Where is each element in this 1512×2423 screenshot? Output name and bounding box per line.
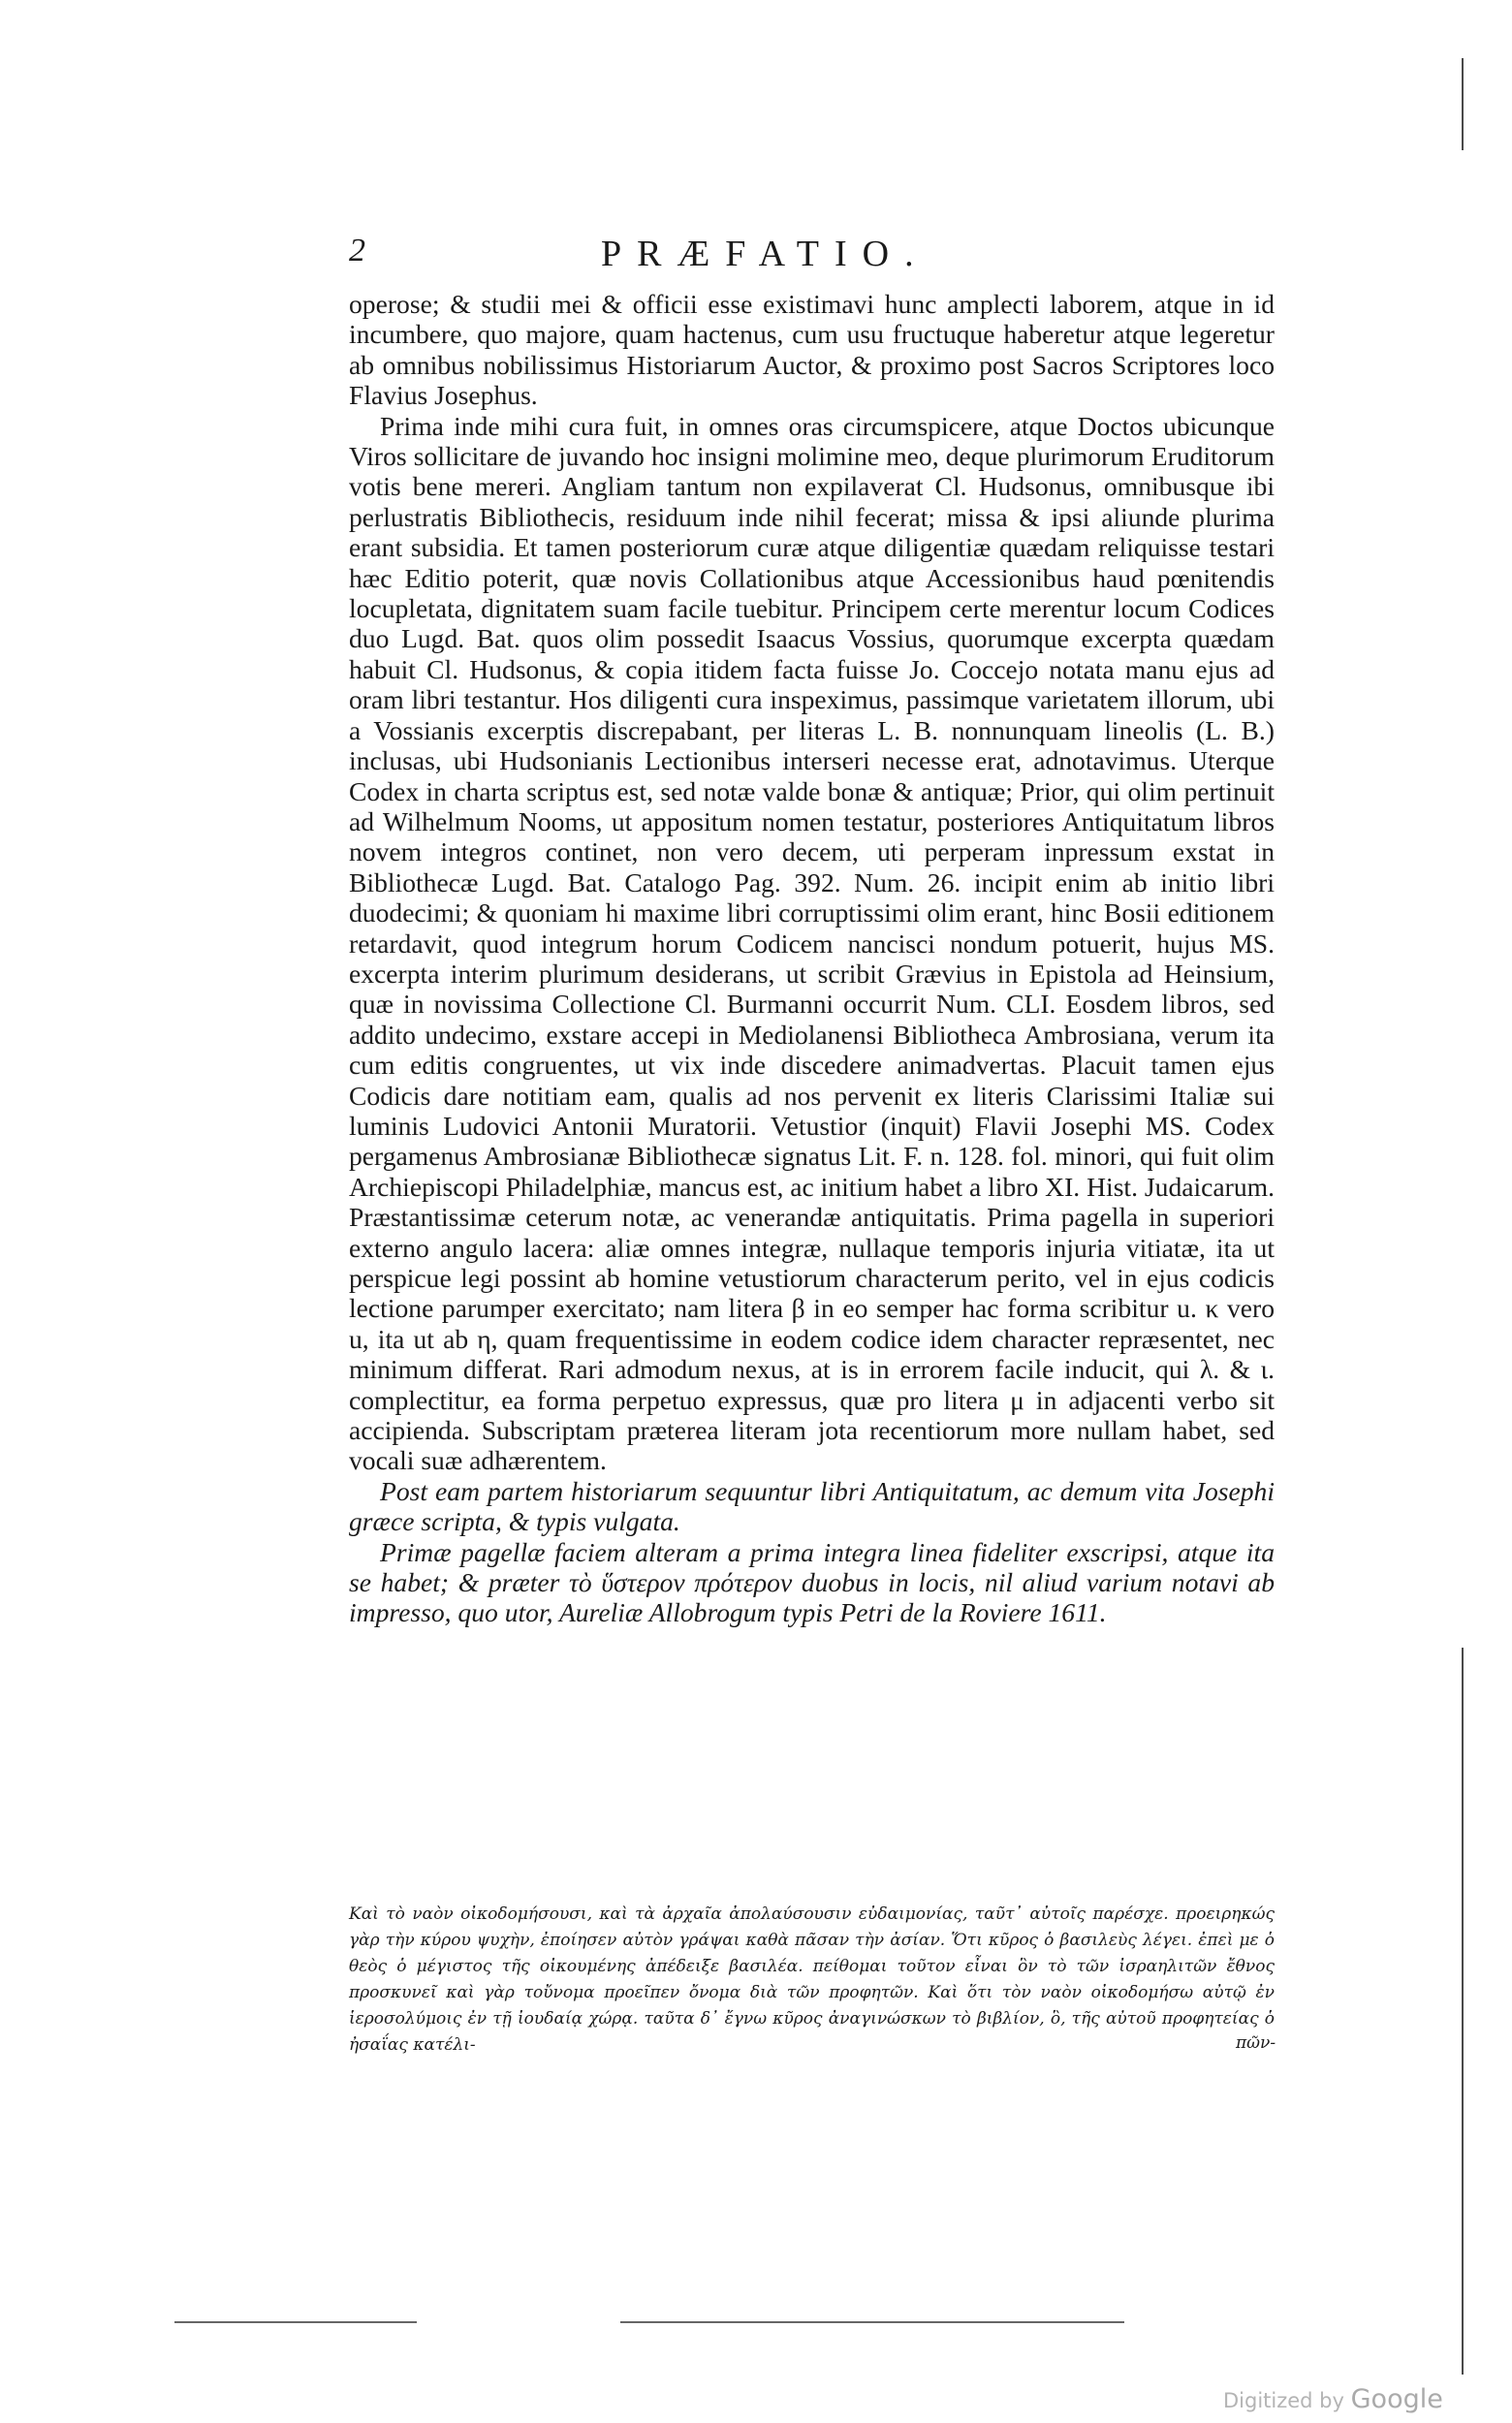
paragraph-2: Prima inde mihi cura fuit, in omnes oras circumspicere, atque Doctos ubicunque Viros sollicitare de juvando hoc insigni molimine meo, deque plurimorum Eruditorum votis bene mereri. Angliam tantum non expilaverat Cl. Hudsonus, omnibusque ibi perlustratis Bibliothecis, residuum inde nihil fecerat; missa & ipsi aliunde plurima erant subsidia. Et tamen posteriorum curæ atque diligentiæ quædam reliquisse testari hæc Editio poterit, quæ novis Collationibus atque Accessionibus haud pœnitendis locupletata, dignitatem suam facile tuebitur. Principem certe merentur locum Codices duo Lugd. Bat. quos olim possedit Isaacus Vossius, quorumque excerpta quædam habuit Cl. Hudsonus, & copia itidem facta fuisse Jo. Coccejo notata manu ejus ad oram libri testantur. Hos diligenti cura inspeximus, passimque varietatem illorum, ubi a Vossianis excerptis discrepabant, per literas L. B. nonnunquam lineolis (L. B.) inclusas, ubi Hudsonianis Lectionibus interseri necesse erat, adnotavimus. Uterque Codex in charta scriptus est, sed notæ valde bonæ & antiquæ; Prior, qui olim pertinuit ad Wilhelmum Nooms, ut appositum nomen testatur, posteriores Antiquitatum libros novem integros continet, non vero decem, uti perperam inpressum exstat in Bibliothecæ Lugd. Bat. Catalogo Pag. 392. Num. 26. incipit enim ab initio libri duodecimi; & quoniam hi maxime libri corruptissimi olim erant, hinc Bosii editionem retardavit, quod integrum horum Codicem nancisci nondum potuerit, hujus MS. excerpta interim plurimum desiderans, ut scribit Grævius in Epistola ad Heinsium, quæ in novissima Collectione Cl. Burmanni occurrit Num. CLI. Eosdem libros, sed addito undecimo, exstare accepi in Mediolanensi Bibliotheca Ambrosiana, verum ita cum editis congruentes, ut vix inde discedere animadvertas. Placuit tamen ejus Codicis dare notitiam eam, qualis ad nos pervenit ex literis Clarissimi Italiæ sui luminis Ludovici Antonii Muratorii. Vetustior (inquit) Flavii Josephi MS. Codex pergamenus Ambrosianæ Bibliothecæ signatus Lit. F. n. 128. fol. minori, qui fuit olim Archiepiscopi Philadelphiæ, mancus est, ac initium habet a libro XI. Hist. Judaicarum. Præstantissimæ ceterum notæ, ac venerandæ antiquitatis. Prima pagella in superiori externo angulo lacera: aliæ omnes integræ, nullaque temporis injuria vitiatæ, ita ut perspicue legi possint ab homine vetustiorum characterum perito, vel in ejus codicis lectione parumper exercitato; nam litera β in eo semper hac forma scribitur u. κ vero u, ita ut ab η, quam frequentissime in eodem codice idem character repræsentet, nec minimum differat. Rari admodum nexus, at is in errorem facile inducit, qui λ. & ι. complectitur, ea forma perpetuo expressus, quæ pro litera μ in adjacenti verbo sit accipienda. Subscriptam præterea literam jota recentiorum more nullam habet, sed vocali suæ adhærentem. (349, 410, 1275, 1476)
google-logo: Google (1350, 2384, 1443, 2414)
scan-edge-line (1462, 58, 1464, 150)
bottom-rule (620, 2321, 1124, 2323)
scan-edge-line (1462, 1648, 1464, 2375)
paragraph-3: Post eam partem historiarum sequuntur libri Antiquitatum, ac demum vita Josephi græce scripta, & typis vulgata. (349, 1475, 1275, 1537)
paragraph-1: operose; & studii mei & officii esse existimavi hunc amplecti laborem, atque in id incumbere, quo majore, quam hactenus, cum usu fructuque haberetur atque legeretur ab omnibus nobilissimus Historiarum Auctor, & proximo post Sacros Scriptores loco Flavius Josephus. (349, 289, 1275, 411)
page-header (349, 233, 1279, 281)
bottom-rule (174, 2321, 417, 2323)
digitized-watermark (1223, 2384, 1443, 2414)
body-text (349, 289, 1275, 1628)
running-title: PRÆFATIO. (601, 234, 929, 274)
catchword: πῶν- (1236, 2033, 1276, 2053)
paragraph-4: Primæ pagellæ faciem alteram a prima integra linea fideliter exscripsi, atque ita se habet; & præter τὸ ὕστερον πρότερον duobus in locis, nil aliud varium notavi ab impresso, quo utor, Aureliæ Allobrogum typis Petri de la Roviere 1611. (349, 1536, 1275, 1628)
greek-quotation: Καὶ τὸ ναὸν οἰκοδομήσουσι, καὶ τὰ ἀρχαῖα ἀπολαύσουσιν εὐδαιμονίας, ταῦτ᾽ αὐτοῖς παρέσχε. προειρηκώς γὰρ τὴν κύρου ψυχὴν, ἐποίησεν αὐτὸν γράψαι καθὰ πᾶσαν τὴν ἀσίαν. Ὅτι κῦρος ὁ βασιλεὺς λέγει. ἐπεὶ με ὁ θεὸς ὁ μέγιστος τῆς οἰκουμένης ἀπέδειξε βασιλέα. πείθομαι τοῦτον εἶναι ὃν τὸ τῶν ἰσραηλιτῶν ἔθνος προσκυνεῖ καὶ γὰρ τοὔνομα προεῖπεν ὄνομα διὰ τῶν προφητῶν. Καὶ ὅτι τὸν ναὸν οἰκοδομήσω αὐτῷ ἐν ἱεροσολύμοις ἐν τῇ ἰουδαίᾳ χώρᾳ. ταῦτα δ᾽ ἔγνω κῦρος ἀναγινώσκων τὸ βιβλίον, ὃ, τῆς αὐτοῦ προφητείας ὁ ἠσαΐας κατέλι- (349, 1904, 1275, 2055)
page-number: 2 (349, 233, 365, 268)
watermark-prefix: Digitized by (1223, 2389, 1351, 2412)
